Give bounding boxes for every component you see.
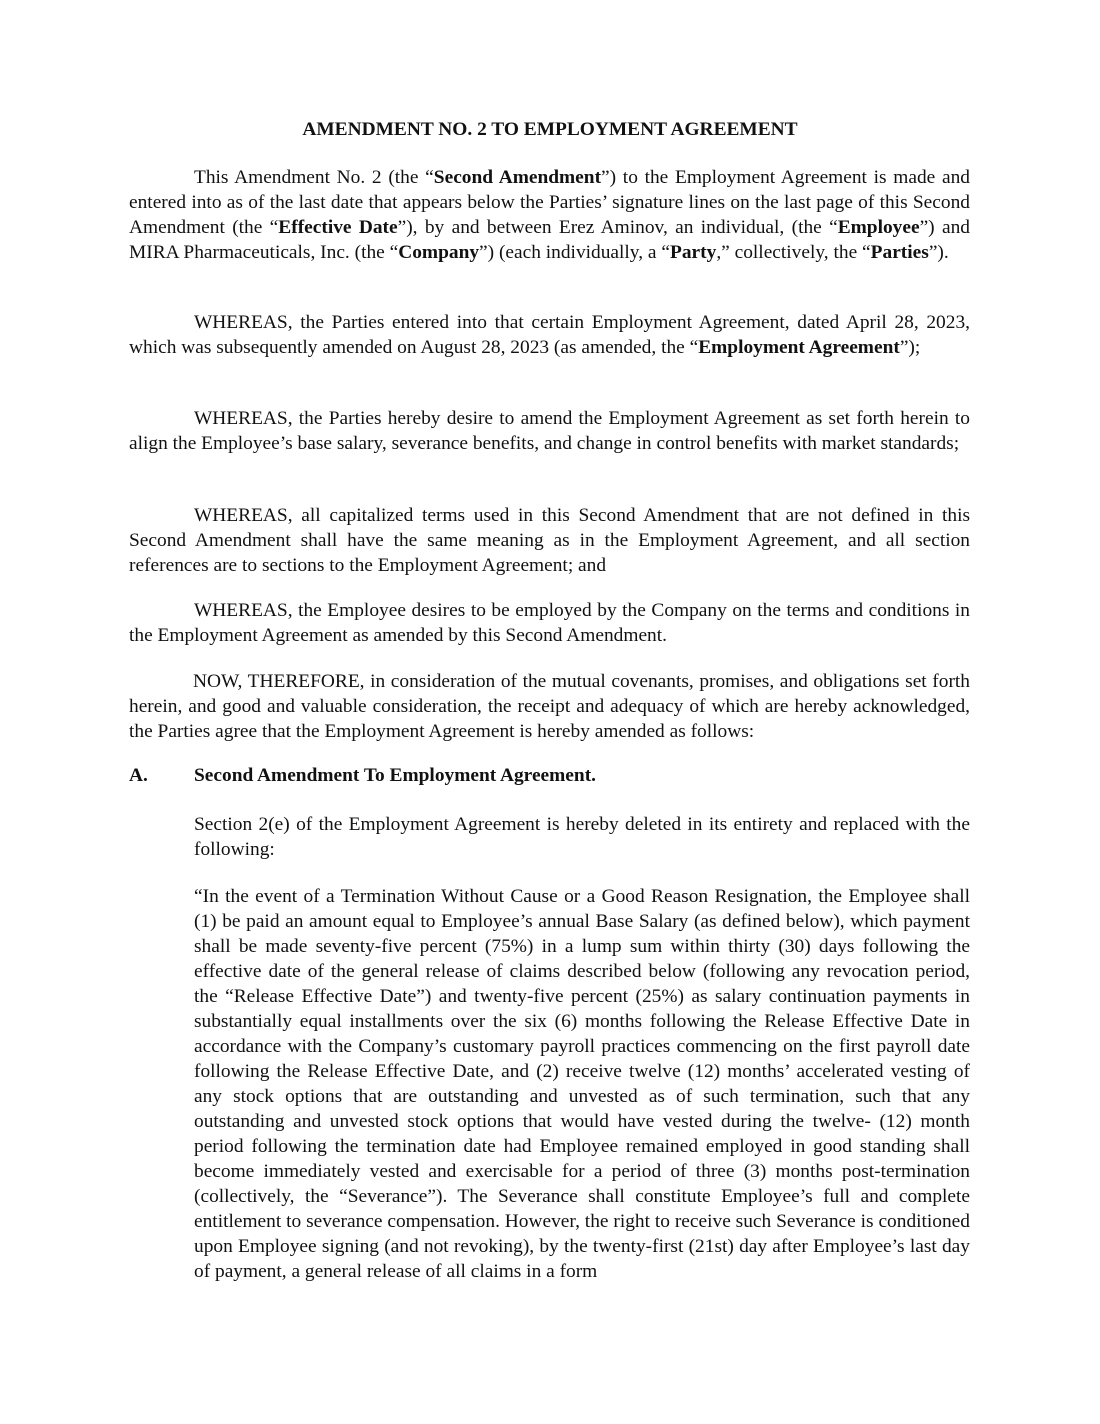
defined-term: Parties	[870, 242, 929, 263]
now-therefore-paragraph: NOW, THEREFORE, in consideration of the mutual covenants, promises, and obligations set forth herein, and good and valuable consideration, the receipt and adequacy of which are hereby acknowledged, the Parties agree that the Employment Agreement is hereby amended as follows:	[129, 671, 970, 742]
intro-text: ”) and MIRA Pharmaceuticals, Inc. (the “	[129, 217, 970, 263]
document-title: AMENDMENT NO. 2 TO EMPLOYMENT AGREEMENT	[302, 119, 798, 140]
defined-term: Party	[670, 242, 717, 263]
intro-paragraph	[129, 165, 970, 265]
defined-term: Employment Agreement	[698, 337, 900, 358]
intro-text: ”) to the Employment Agreement is made and entered into as of the last date that appears below the Parties’ signature lines on the last page of this Second Amendment (the “	[129, 167, 970, 238]
defined-term: Effective Date	[278, 217, 398, 238]
section-a-lead: Section 2(e) of the Employment Agreement is hereby deleted in its entirety and replaced with the following:	[194, 814, 970, 860]
defined-term: Second Amendment	[433, 167, 602, 188]
intro-text: ”) (each individually, a “	[479, 242, 670, 263]
intro-text: ”), by and between Erez Aminov, an individual, (the “	[397, 217, 838, 238]
whereas-paragraph-2: WHEREAS, the Parties hereby desire to amend the Employment Agreement as set forth herein to align the Employee’s base salary, severance benefits, and change in control benefits with market standards;	[129, 408, 970, 454]
whereas-paragraph-3: WHEREAS, all capitalized terms used in this Second Amendment that are not defined in this Second Amendment shall have the same meaning as in the Employment Agreement, and all section references are to sections to the Employment Agreement; and	[129, 505, 970, 576]
defined-term: Employee	[837, 217, 920, 238]
section-a-letter: A.	[129, 765, 148, 786]
intro-text: ,” collectively, the “	[716, 242, 871, 263]
section-a-title: Second Amendment To Employment Agreement.	[194, 765, 597, 786]
whereas-text: ”);	[899, 337, 921, 358]
whereas-paragraph-1	[129, 310, 970, 360]
section-a-quote: “In the event of a Termination Without Cause or a Good Reason Resignation, the Employee shall (1) be paid an amount equal to Employee’s annual Base Salary (as defined below), which payment shall be made seventy-five percent (75%) in a lump sum within thirty (30) days following the effective date of the general release of claims described below (following any revocation period, the “Release Effective Date”) and twenty-five percent (25%) as salary continuation payments in substantially equal installments over the six (6) months following the Release Effective Date in accordance with the Company’s customary payroll practices commencing on the first payroll date following the Release Effective Date, and (2) receive twelve (12) months’ accelerated vesting of any stock options that are outstanding and unvested as of such termination, such that any outstanding and unvested stock options that would have vested during the twelve- (12) month period following the termination date had Employee remained employed in good standing shall become immediately vested and exercisable for a period of three (3) months post-termination (collectively, the “Severance”). The Severance shall constitute Employee’s full and complete entitlement to severance compensation. However, the right to receive such Severance is conditioned upon Employee signing (and not revoking), by the twenty-first (21st) day after Employee’s last day of payment, a general release of all claims in a form	[194, 886, 970, 1282]
whereas-paragraph-4: WHEREAS, the Employee desires to be employed by the Company on the terms and conditions in the Employment Agreement as amended by this Second Amendment.	[129, 600, 970, 646]
defined-term: Company	[398, 242, 480, 263]
intro-text: ”).	[928, 242, 949, 263]
intro-text: This Amendment No. 2 (the “	[194, 167, 434, 188]
whereas-text: WHEREAS, the Parties entered into that certain Employment Agreement, dated April 28, 2023, which was subsequently amended on August 28, 2023 (as amended, the “	[129, 312, 970, 358]
section-a-heading	[129, 763, 970, 788]
